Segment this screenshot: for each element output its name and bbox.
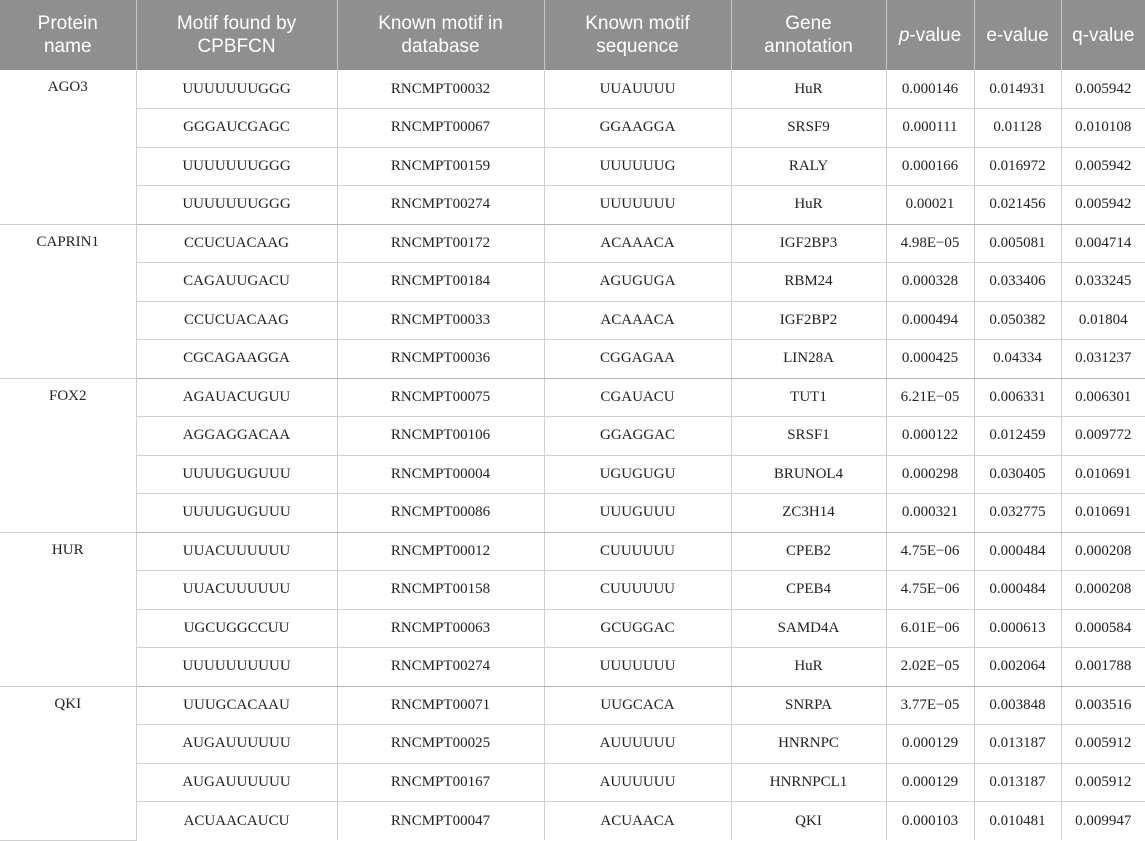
- cell-known-motif: RNCMPT00004: [337, 455, 544, 494]
- cell-q-value: 0.033245: [1061, 263, 1145, 302]
- cell-q-value: 0.010108: [1061, 109, 1145, 148]
- cell-known-motif: RNCMPT00025: [337, 725, 544, 764]
- cell-p-value: 0.000494: [886, 301, 974, 340]
- cell-q-value: 0.005912: [1061, 763, 1145, 802]
- cell-motif-found: ACUAACAUCU: [136, 802, 337, 841]
- header-gene-annotation: [731, 0, 886, 70]
- cell-p-value: 0.000111: [886, 109, 974, 148]
- cell-q-value: 0.005942: [1061, 186, 1145, 225]
- table-row: [0, 109, 1145, 148]
- cell-gene-annotation: IGF2BP2: [731, 301, 886, 340]
- cell-e-value: 0.000484: [974, 532, 1061, 571]
- table-row: [0, 340, 1145, 379]
- cell-known-sequence: UUUUUUU: [544, 648, 731, 687]
- cell-known-motif: RNCMPT00184: [337, 263, 544, 302]
- cell-motif-found: AGAUACUGUU: [136, 378, 337, 417]
- cell-q-value: 0.003516: [1061, 686, 1145, 725]
- cell-e-value: 0.032775: [974, 494, 1061, 533]
- cell-known-motif: RNCMPT00033: [337, 301, 544, 340]
- cell-motif-found: AUGAUUUUUU: [136, 725, 337, 764]
- cell-p-value: 0.000146: [886, 70, 974, 109]
- header-text: sequence: [596, 36, 679, 57]
- cell-known-motif: RNCMPT00067: [337, 109, 544, 148]
- cell-known-sequence: ACUAACA: [544, 802, 731, 841]
- cell-known-sequence: UUUUUUU: [544, 186, 731, 225]
- header-e-value: [974, 0, 1061, 70]
- cell-q-value: 0.006301: [1061, 378, 1145, 417]
- header-text: -value: [909, 24, 962, 46]
- table-row: [0, 802, 1145, 841]
- cell-motif-found: UUUGCACAAU: [136, 686, 337, 725]
- cell-motif-found: UUUUUUUGGG: [136, 186, 337, 225]
- table-row: [0, 609, 1145, 648]
- cell-known-sequence: CUUUUUU: [544, 532, 731, 571]
- cell-known-sequence: UUUGUUU: [544, 494, 731, 533]
- table-row: [0, 571, 1145, 610]
- cell-motif-found: UUACUUUUUU: [136, 571, 337, 610]
- table-row: [0, 378, 1145, 417]
- table-row: [0, 186, 1145, 225]
- cell-motif-found: CAGAUUGACU: [136, 263, 337, 302]
- header-text: annotation: [764, 36, 853, 57]
- cell-motif-found: CCUCUACAAG: [136, 224, 337, 263]
- cell-gene-annotation: SNRPA: [731, 686, 886, 725]
- cell-motif-found: GGGAUCGAGC: [136, 109, 337, 148]
- header-text: CPBFCN: [197, 36, 276, 57]
- cell-q-value: 0.005942: [1061, 70, 1145, 109]
- cell-gene-annotation: HuR: [731, 186, 886, 225]
- cell-gene-annotation: HuR: [731, 648, 886, 687]
- cell-protein-name: QKI: [0, 686, 136, 840]
- header-q-value: [1061, 0, 1145, 70]
- cell-q-value: 0.01804: [1061, 301, 1145, 340]
- cell-known-motif: RNCMPT00274: [337, 648, 544, 687]
- table-row: [0, 494, 1145, 533]
- cell-p-value: 3.77E−05: [886, 686, 974, 725]
- header-protein-name: [0, 0, 136, 70]
- table-row: [0, 725, 1145, 764]
- table-row: [0, 224, 1145, 263]
- cell-q-value: 0.009947: [1061, 802, 1145, 841]
- cell-motif-found: UUUUGUGUUU: [136, 455, 337, 494]
- table-row: [0, 263, 1145, 302]
- cell-motif-found: UUUUGUGUUU: [136, 494, 337, 533]
- cell-known-sequence: AGUGUGA: [544, 263, 731, 302]
- cell-q-value: 0.004714: [1061, 224, 1145, 263]
- cell-p-value: 6.21E−05: [886, 378, 974, 417]
- table-row: [0, 686, 1145, 725]
- cell-known-motif: RNCMPT00036: [337, 340, 544, 379]
- cell-known-motif: RNCMPT00086: [337, 494, 544, 533]
- header-motif-found: [136, 0, 337, 70]
- cell-known-sequence: UUUUUUG: [544, 147, 731, 186]
- cell-gene-annotation: SRSF1: [731, 417, 886, 456]
- cell-gene-annotation: LIN28A: [731, 340, 886, 379]
- cell-known-motif: RNCMPT00032: [337, 70, 544, 109]
- cell-e-value: 0.000613: [974, 609, 1061, 648]
- cell-e-value: 0.033406: [974, 263, 1061, 302]
- cell-p-value: 4.75E−06: [886, 532, 974, 571]
- cell-p-value: 0.000425: [886, 340, 974, 379]
- cell-e-value: 0.014931: [974, 70, 1061, 109]
- header-text: database: [401, 36, 480, 57]
- table-row: [0, 455, 1145, 494]
- cell-motif-found: UUUUUUUUUU: [136, 648, 337, 687]
- cell-known-sequence: GCUGGAC: [544, 609, 731, 648]
- cell-known-motif: RNCMPT00106: [337, 417, 544, 456]
- cell-known-sequence: AUUUUUU: [544, 763, 731, 802]
- cell-protein-name: FOX2: [0, 378, 136, 532]
- cell-motif-found: CGCAGAAGGA: [136, 340, 337, 379]
- cell-motif-found: UUACUUUUUU: [136, 532, 337, 571]
- header-text: Motif found by: [176, 13, 297, 34]
- cell-e-value: 0.013187: [974, 763, 1061, 802]
- cell-e-value: 0.04334: [974, 340, 1061, 379]
- cell-e-value: 0.003848: [974, 686, 1061, 725]
- cell-e-value: 0.030405: [974, 455, 1061, 494]
- cell-known-motif: RNCMPT00047: [337, 802, 544, 841]
- cell-protein-name: AGO3: [0, 70, 136, 224]
- cell-e-value: 0.050382: [974, 301, 1061, 340]
- cell-p-value: 0.00021: [886, 186, 974, 225]
- cell-q-value: 0.010691: [1061, 455, 1145, 494]
- cell-gene-annotation: HNRNPCL1: [731, 763, 886, 802]
- cell-gene-annotation: TUT1: [731, 378, 886, 417]
- header-row: [0, 0, 1145, 70]
- cell-known-motif: RNCMPT00012: [337, 532, 544, 571]
- table-row: [0, 417, 1145, 456]
- table-row: [0, 763, 1145, 802]
- cell-gene-annotation: SRSF9: [731, 109, 886, 148]
- cell-q-value: 0.010691: [1061, 494, 1145, 533]
- cell-gene-annotation: BRUNOL4: [731, 455, 886, 494]
- cell-known-motif: RNCMPT00063: [337, 609, 544, 648]
- header-text: name: [43, 36, 92, 57]
- cell-p-value: 0.000103: [886, 802, 974, 841]
- cell-motif-found: UGCUGGCCUU: [136, 609, 337, 648]
- header-text: Protein: [37, 13, 98, 34]
- table-body: [0, 70, 1145, 840]
- cell-protein-name: CAPRIN1: [0, 224, 136, 378]
- header-text: Known motif: [585, 13, 690, 34]
- cell-q-value: 0.000584: [1061, 609, 1145, 648]
- table-header: [0, 0, 1145, 70]
- cell-p-value: 0.000321: [886, 494, 974, 533]
- cell-gene-annotation: CPEB2: [731, 532, 886, 571]
- cell-motif-found: UUUUUUUGGG: [136, 70, 337, 109]
- table-row: [0, 648, 1145, 687]
- cell-known-sequence: CGAUACU: [544, 378, 731, 417]
- header-known-motif: [337, 0, 544, 70]
- cell-p-value: 0.000122: [886, 417, 974, 456]
- cell-p-value: 2.02E−05: [886, 648, 974, 687]
- cell-p-value: 4.98E−05: [886, 224, 974, 263]
- cell-gene-annotation: QKI: [731, 802, 886, 841]
- cell-known-motif: RNCMPT00158: [337, 571, 544, 610]
- cell-known-motif: RNCMPT00071: [337, 686, 544, 725]
- cell-e-value: 0.012459: [974, 417, 1061, 456]
- cell-p-value: 4.75E−06: [886, 571, 974, 610]
- cell-p-value: 0.000328: [886, 263, 974, 302]
- cell-p-value: 0.000166: [886, 147, 974, 186]
- header-text: Gene: [785, 13, 832, 34]
- cell-known-sequence: UUGCACA: [544, 686, 731, 725]
- cell-e-value: 0.01128: [974, 109, 1061, 148]
- cell-gene-annotation: IGF2BP3: [731, 224, 886, 263]
- cell-e-value: 0.005081: [974, 224, 1061, 263]
- cell-known-motif: RNCMPT00274: [337, 186, 544, 225]
- header-text: Known motif in: [378, 13, 503, 34]
- table-row: [0, 70, 1145, 109]
- cell-motif-found: AGGAGGACAA: [136, 417, 337, 456]
- cell-motif-found: UUUUUUUGGG: [136, 147, 337, 186]
- cell-q-value: 0.001788: [1061, 648, 1145, 687]
- cell-known-sequence: UUAUUUU: [544, 70, 731, 109]
- cell-gene-annotation: CPEB4: [731, 571, 886, 610]
- cell-gene-annotation: SAMD4A: [731, 609, 886, 648]
- cell-e-value: 0.006331: [974, 378, 1061, 417]
- cell-known-sequence: CGGAGAA: [544, 340, 731, 379]
- cell-known-sequence: UGUGUGU: [544, 455, 731, 494]
- cell-known-sequence: GGAGGAC: [544, 417, 731, 456]
- cell-gene-annotation: ZC3H14: [731, 494, 886, 533]
- cell-known-sequence: ACAAACA: [544, 301, 731, 340]
- header-p-value: [886, 0, 974, 70]
- cell-q-value: 0.000208: [1061, 532, 1145, 571]
- cell-known-motif: RNCMPT00159: [337, 147, 544, 186]
- cell-e-value: 0.016972: [974, 147, 1061, 186]
- header-text: q-value: [1072, 24, 1135, 46]
- cell-gene-annotation: RALY: [731, 147, 886, 186]
- table-row: [0, 532, 1145, 571]
- cell-known-sequence: GGAAGGA: [544, 109, 731, 148]
- cell-protein-name: HUR: [0, 532, 136, 686]
- cell-gene-annotation: RBM24: [731, 263, 886, 302]
- cell-q-value: 0.000208: [1061, 571, 1145, 610]
- cell-e-value: 0.021456: [974, 186, 1061, 225]
- cell-known-sequence: AUUUUUU: [544, 725, 731, 764]
- cell-e-value: 0.010481: [974, 802, 1061, 841]
- cell-known-motif: RNCMPT00075: [337, 378, 544, 417]
- cell-e-value: 0.002064: [974, 648, 1061, 687]
- cell-motif-found: AUGAUUUUUU: [136, 763, 337, 802]
- cell-p-value: 0.000129: [886, 725, 974, 764]
- cell-known-motif: RNCMPT00167: [337, 763, 544, 802]
- cell-e-value: 0.000484: [974, 571, 1061, 610]
- cell-q-value: 0.005942: [1061, 147, 1145, 186]
- cell-gene-annotation: HuR: [731, 70, 886, 109]
- cell-p-value: 0.000298: [886, 455, 974, 494]
- table-row: [0, 301, 1145, 340]
- table-row: [0, 147, 1145, 186]
- cell-gene-annotation: HNRNPC: [731, 725, 886, 764]
- cell-p-value: 0.000129: [886, 763, 974, 802]
- header-text: p: [898, 24, 910, 46]
- cell-q-value: 0.031237: [1061, 340, 1145, 379]
- cell-q-value: 0.005912: [1061, 725, 1145, 764]
- header-known-sequence: [544, 0, 731, 70]
- cell-q-value: 0.009772: [1061, 417, 1145, 456]
- cell-p-value: 6.01E−06: [886, 609, 974, 648]
- cell-known-sequence: CUUUUUU: [544, 571, 731, 610]
- cell-e-value: 0.013187: [974, 725, 1061, 764]
- header-text: e-value: [986, 24, 1049, 46]
- cell-motif-found: CCUCUACAAG: [136, 301, 337, 340]
- cell-known-motif: RNCMPT00172: [337, 224, 544, 263]
- cell-known-sequence: ACAAACA: [544, 224, 731, 263]
